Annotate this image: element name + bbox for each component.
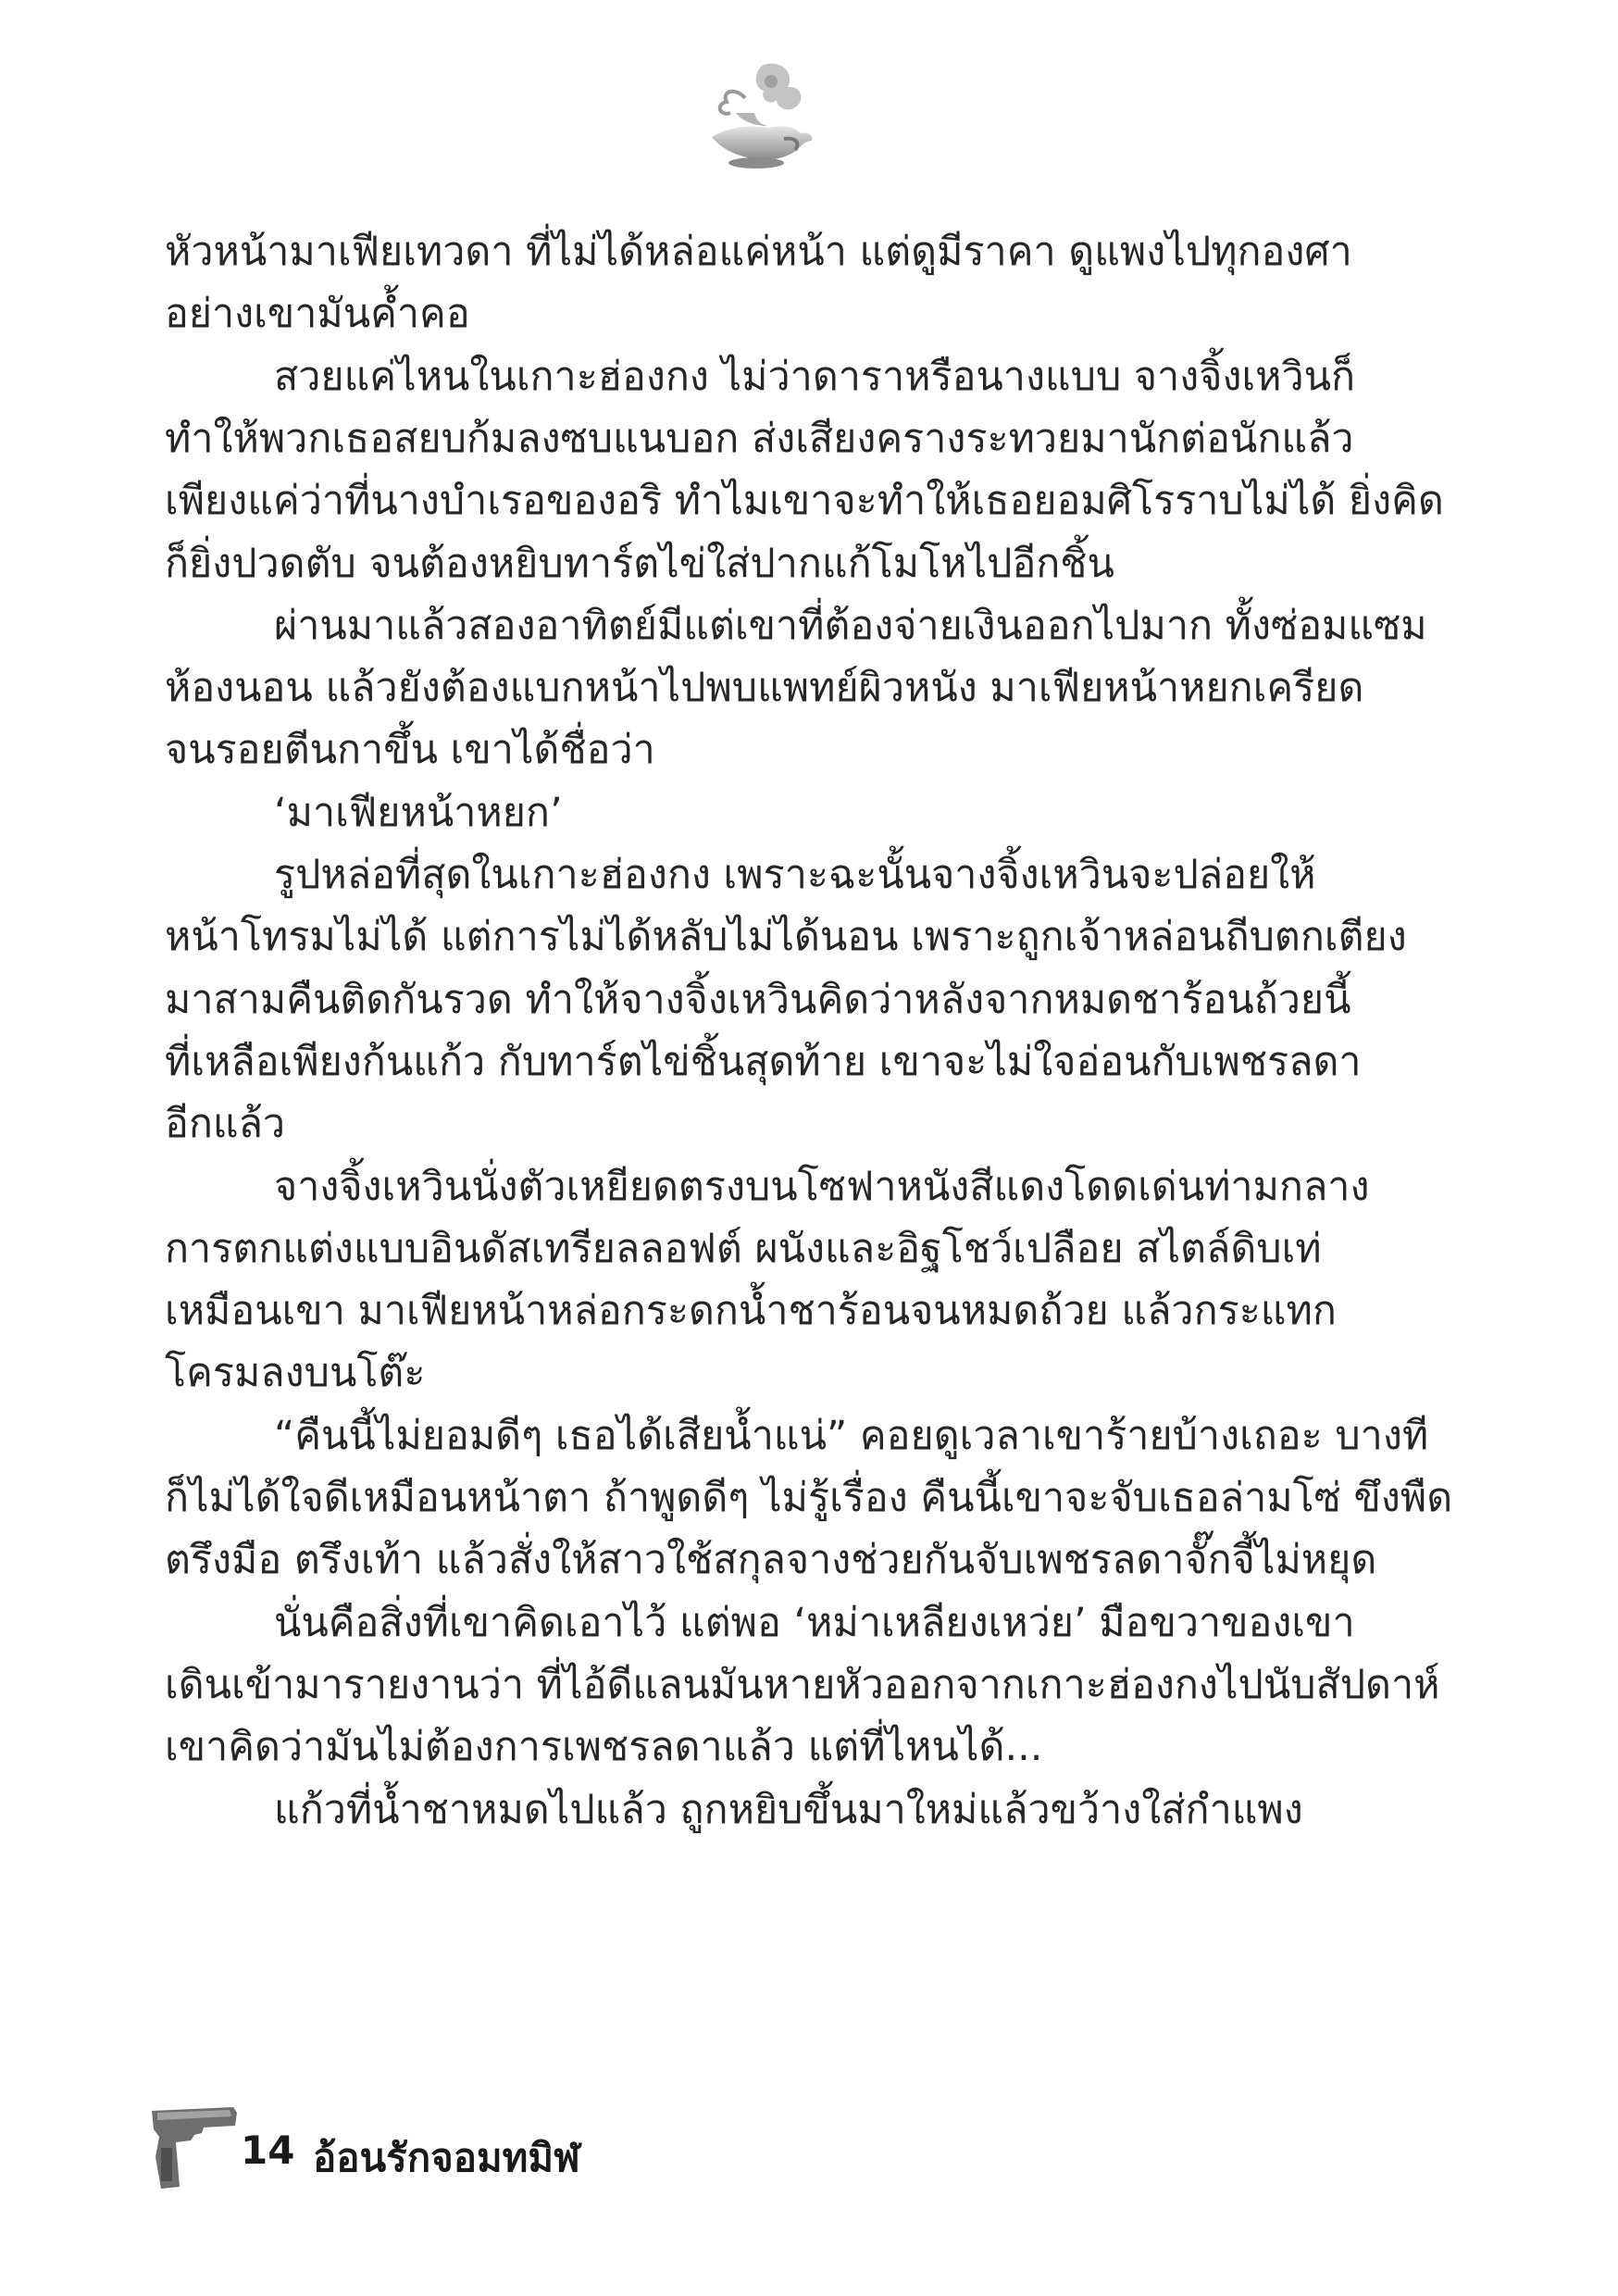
text-line: โครมลงบนโต๊ะ [165,1350,426,1396]
text-line: เหมือนเขา มาเฟียหน้าหล่อกระดกน้ำชาร้อนจนหมดถ้วย แล้วกระแทก [165,1288,1337,1334]
text-line: ก็ไม่ได้ใจดีเหมือนหน้าตา ถ้าพูดดีๆ ไม่รู้เรื่อง คืนนี้เขาจะจับเธอล่ามโซ่ ขึงพืด [165,1475,1453,1521]
text-line: รูปหล่อที่สุดในเกาะฮ่องกง เพราะฉะนั้นจางจิ้งเหวินจะปล่อยให้ [274,852,1316,898]
pistol-icon [148,2102,241,2194]
text-line: แก้วที่น้ำชาหมดไปแล้ว ถูกหยิบขึ้นมาใหม่แล้วขว้างใส่กำแพง [274,1787,1303,1833]
text-line: เขาคิดว่ามันไม่ต้องการเพชรลดาแล้ว แต่ที่ไหนได้... [165,1724,1043,1770]
text-line: เดินเข้ามารายงานว่า ที่ไอ้ดีแลนมันหายหัวออกจากเกาะฮ่องกงไปนับสัปดาห์ [165,1662,1440,1708]
text-line: ผ่านมาแล้วสองอาทิตย์มีแต่เขาที่ต้องจ่ายเงินออกไปมาก ทั้งซ่อมแซม [274,603,1427,649]
page-footer [148,2102,796,2203]
text-line: “คืนนี้ไม่ยอมดีๆ เธอได้เสียน้ำแน่” คอยดูเวลาเขาร้ายบ้างเถอะ บางที [274,1413,1429,1459]
text-line: การตกแต่งแบบอินดัสเทรียลลอฟต์ ผนังและอิฐโชว์เปลือย สไตล์ดิบเท่ [165,1226,1322,1272]
text-line: ตรึงมือ ตรึงเท้า แล้วสั่งให้สาวใช้สกุลจางช่วยกันจับเพชรลดาจั๊กจี้ไม่หยุด [165,1537,1377,1583]
genie-lamp-ornament-icon [699,59,817,172]
page-number: 14 [241,2128,295,2173]
text-line: สวยแค่ไหนในเกาะฮ่องกง ไม่ว่าดาราหรือนางแบบ จางจิ้งเหวินก็ [274,354,1356,400]
text-line: ‘มาเฟียหน้าหยก’ [274,790,563,836]
text-line: อย่างเขามันค้ำคอ [165,291,470,337]
text-line: ก็ยิ่งปวดตับ จนต้องหยิบทาร์ตไข่ใส่ปากแก้โมโหไปอีกชิ้น [165,541,1114,587]
text-line: มาสามคืนติดกันรวด ทำให้จางจิ้งเหวินคิดว่าหลังจากหมดชาร้อนถ้วยนี้ [165,977,1351,1023]
text-line: ที่เหลือเพียงก้นแก้ว กับทาร์ตไข่ชิ้นสุดท้าย เขาจะไม่ใจอ่อนกับเพชรลดา [165,1039,1362,1085]
text-line: ห้องนอน แล้วยังต้องแบกหน้าไปพบแพทย์ผิวหนัง มาเฟียหน้าหยกเครียด [165,665,1364,711]
text-line: จนรอยตีนกาขึ้น เขาได้ชื่อว่า [165,727,655,773]
text-line: เพียงแค่ว่าที่นางบำเรอของอริ ทำไมเขาจะทำให้เธอยอมศิโรราบไม่ได้ ยิ่งคิด [165,478,1444,524]
text-line: จางจิ้งเหวินนั่งตัวเหยียดตรงบนโซฟาหนังสีแดงโดดเด่นท่ามกลาง [274,1164,1370,1210]
text-line: อีกแล้ว [165,1101,286,1147]
text-line: หน้าโทรมไม่ได้ แต่การไม่ได้หลับไม่ได้นอน เพราะถูกเจ้าหล่อนถีบตกเตียง [165,914,1407,960]
text-line: หัวหน้ามาเฟียเทวดา ที่ไม่ได้หล่อแค่หน้า แต่ดูมีราคา ดูแพงไปทุกองศา [165,229,1352,275]
text-line: นั่นคือสิ่งที่เขาคิดเอาไว้ แต่พอ ‘หม่าเหลียงเหว่ย’ มือขวาของเขา [274,1600,1355,1646]
book-title: อ้อนรักจอมทมิฬ [313,2135,580,2180]
text-line: ทำให้พวกเธอสยบก้มลงซบแนบอก ส่งเสียงครางระทวยมานักต่อนักแล้ว [165,416,1354,462]
